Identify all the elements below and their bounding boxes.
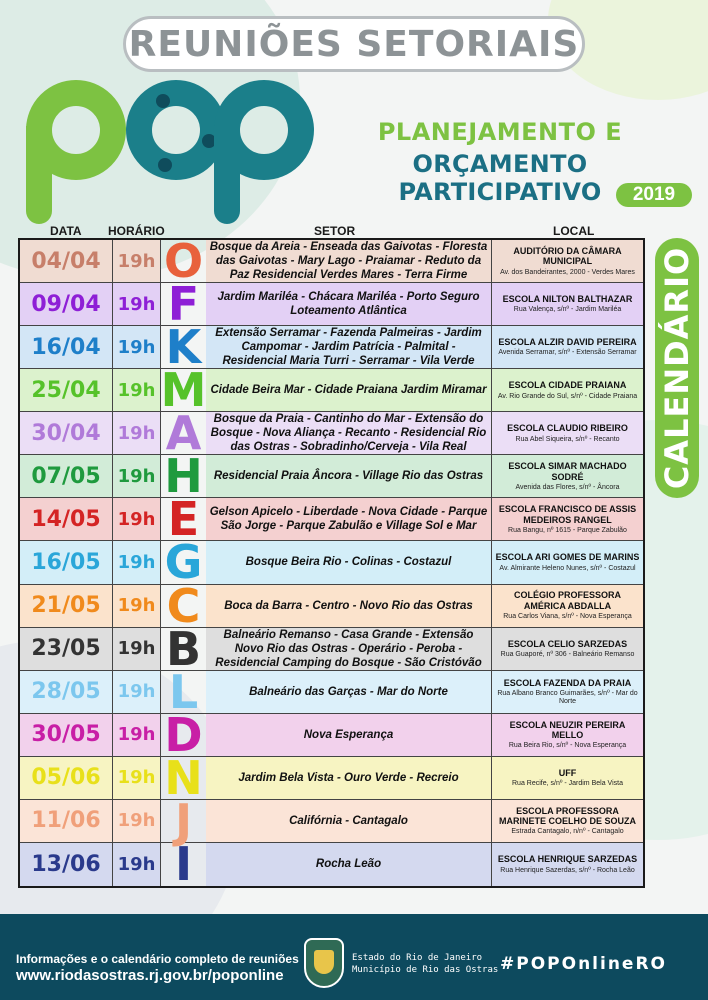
meeting-location bbox=[492, 843, 643, 886]
meeting-location bbox=[492, 326, 643, 368]
footer-info: Informações e o calendário completo de reuniões bbox=[16, 952, 299, 966]
meeting-time: 19h bbox=[113, 498, 161, 540]
meeting-location bbox=[492, 498, 643, 540]
table-row bbox=[20, 449, 643, 504]
meeting-time: 19h bbox=[113, 800, 161, 842]
sector-letter: A bbox=[165, 406, 202, 461]
sector-letter: K bbox=[165, 320, 202, 375]
table-row bbox=[20, 277, 643, 332]
meeting-date: 05/06 bbox=[20, 757, 113, 799]
year-badge: 2019 bbox=[616, 183, 692, 207]
meeting-location bbox=[492, 283, 643, 325]
location-address: Av. Rio Grande do Sul, s/nº - Cidade Praiana bbox=[497, 392, 638, 400]
location-name: ESCOLA NILTON BALTHAZAR bbox=[502, 294, 633, 305]
sector-letter: M bbox=[160, 363, 207, 418]
sector-neighborhoods: Rocha Leão bbox=[206, 843, 492, 886]
table-row bbox=[20, 406, 643, 461]
footer-hashtag: #POPOnlineRO bbox=[500, 954, 667, 974]
sector-neighborhoods: Califórnia - Cantagalo bbox=[206, 800, 492, 842]
meeting-time: 19h bbox=[113, 714, 161, 756]
meeting-time: 19h bbox=[113, 757, 161, 799]
meeting-time: 19h bbox=[113, 326, 161, 368]
sector-letter: B bbox=[165, 621, 202, 676]
meeting-date: 13/06 bbox=[20, 843, 113, 886]
sector-neighborhoods: Jardim Bela Vista - Ouro Verde - Recreio bbox=[206, 757, 492, 799]
location-address: Rua Carlos Viana, s/nº - Nova Esperança bbox=[503, 613, 632, 621]
meeting-time: 19h bbox=[113, 240, 161, 282]
footer-government bbox=[352, 952, 498, 976]
logo-dot bbox=[156, 94, 170, 108]
meeting-location bbox=[492, 671, 643, 713]
meeting-time: 19h bbox=[113, 671, 161, 713]
sector-neighborhoods: Bosque da Areia - Enseada das Gaivotas - Floresta das Gaivotas - Mary Lago - Praiamar - Reduto da Paz Residencial Verdes Mares - Terra Firme bbox=[206, 240, 492, 282]
table-row bbox=[20, 750, 643, 805]
logo-letter-p bbox=[214, 80, 314, 180]
banner-title: REUNIÕES SETORIAIS bbox=[128, 23, 580, 65]
meeting-location bbox=[492, 455, 643, 497]
logo-letter-o bbox=[126, 80, 226, 180]
sector-letter: D bbox=[164, 707, 203, 762]
sector-letter: F bbox=[167, 277, 200, 332]
column-header-time: HORÁRIO bbox=[108, 224, 165, 238]
meeting-location bbox=[492, 585, 643, 627]
location-name: ESCOLA NEUZIR PEREIRA MELLO bbox=[509, 719, 626, 740]
sector-letter: J bbox=[174, 793, 193, 848]
sector-letter: H bbox=[164, 449, 203, 504]
footer bbox=[0, 914, 708, 1000]
table-row bbox=[20, 363, 643, 418]
footer-city: Município de Rio das Ostras bbox=[352, 965, 499, 976]
location-address: Av. Almirante Heleno Nunes, s/nº - Costazul bbox=[499, 564, 636, 572]
location-name: ESCOLA ARI GOMES DE MARINS bbox=[495, 552, 640, 563]
location-address: Rua Albano Branco Guimarães, s/nº - Mar do Norte bbox=[497, 690, 638, 705]
table-row bbox=[20, 535, 643, 590]
pop-logo bbox=[18, 74, 308, 204]
banner-pill bbox=[123, 16, 585, 72]
program-title-line1: PLANEJAMENTO E bbox=[377, 118, 623, 146]
meeting-location bbox=[492, 757, 643, 799]
sector-letter: I bbox=[174, 837, 193, 892]
sector-neighborhoods: Balneário Remanso - Casa Grande - Extensão Novo Rio das Ostras - Operário - Peroba - Residencial Camping do Bosque - São Cristóvão bbox=[206, 628, 492, 670]
meeting-date: 28/05 bbox=[20, 671, 113, 713]
meeting-date: 30/05 bbox=[20, 714, 113, 756]
location-name: ESCOLA CLAUDIO RIBEIRO bbox=[507, 423, 628, 434]
meeting-date: 07/05 bbox=[20, 455, 113, 497]
meeting-location bbox=[492, 800, 643, 842]
location-name: ESCOLA SIMAR MACHADO SODRÉ bbox=[508, 461, 627, 482]
sector-neighborhoods: Balneário das Garças - Mar do Norte bbox=[206, 671, 492, 713]
meeting-time: 19h bbox=[113, 369, 161, 411]
sector-neighborhoods: Bosque da Praia - Cantinho do Mar - Extensão do Bosque - Nova Aliança - Recanto - Residencial Rio das Ostras - Sobradinho/Cerveja - Vila Real bbox=[206, 412, 492, 454]
location-name: ESCOLA ALZIR DAVID PEREIRA bbox=[498, 337, 637, 348]
location-address: Rua Valença, s/nº - Jardim Mariléa bbox=[513, 306, 622, 314]
location-name: ESCOLA CELIO SARZEDAS bbox=[507, 638, 628, 649]
sector-letter: N bbox=[164, 750, 203, 805]
location-address: Rua Henrique Sazerdas, s/nº - Rocha Leão bbox=[500, 866, 635, 874]
logo-letter-p bbox=[26, 80, 126, 180]
location-address: Avenida das Flores, s/nº - Âncora bbox=[515, 483, 620, 491]
column-header-local: LOCAL bbox=[553, 224, 595, 238]
meeting-date: 21/05 bbox=[20, 585, 113, 627]
meeting-time: 19h bbox=[113, 412, 161, 454]
meeting-location bbox=[492, 628, 643, 670]
table-row bbox=[20, 234, 643, 289]
location-address: Rua Recife, s/nº - Jardim Bela Vista bbox=[512, 780, 623, 788]
meeting-location bbox=[492, 369, 643, 411]
sector-letter: O bbox=[163, 234, 204, 289]
footer-state: Estado do Rio de Janeiro bbox=[352, 953, 483, 963]
table-row bbox=[20, 320, 643, 375]
meeting-location bbox=[492, 240, 643, 282]
location-address: Av. dos Bandeirantes, 2000 - Verdes Mares bbox=[500, 268, 635, 276]
meetings-table bbox=[18, 234, 645, 892]
meeting-date: 04/04 bbox=[20, 240, 113, 282]
location-name: ESCOLA FAZENDA DA PRAIA bbox=[503, 677, 632, 688]
location-address: Avenida Serramar, s/nº - Extensão Serramar bbox=[498, 349, 637, 357]
meeting-date: 14/05 bbox=[20, 498, 113, 540]
table-row bbox=[20, 664, 643, 719]
sector-neighborhoods: Residencial Praia Âncora - Village Rio das Ostras bbox=[206, 455, 492, 497]
calendar-side-label: CALENDÁRIO bbox=[658, 246, 697, 490]
meeting-time: 19h bbox=[113, 843, 161, 886]
meeting-date: 11/06 bbox=[20, 800, 113, 842]
table-row bbox=[20, 707, 643, 762]
meeting-time: 19h bbox=[113, 541, 161, 583]
sector-letter: C bbox=[166, 578, 201, 633]
sector-neighborhoods: Gelson Apicelo - Liberdade - Nova Cidade - Parque São Jorge - Parque Zabulão e Village Sol e Mar bbox=[206, 498, 492, 540]
sector-neighborhoods: Bosque Beira Rio - Colinas - Costazul bbox=[206, 541, 492, 583]
meeting-date: 30/04 bbox=[20, 412, 113, 454]
sector-neighborhoods: Extensão Serramar - Fazenda Palmeiras - Jardim Campomar - Jardim Patrícia - Palmital - Residencial Maria Turri - Serramar - Vila Verde bbox=[206, 326, 492, 368]
location-address: Rua Guaporé, nº 306 - Balneário Remanso bbox=[500, 650, 635, 658]
sector-letter: G bbox=[164, 535, 203, 590]
sector-neighborhoods: Jardim Mariléa - Chácara Mariléa - Porto Seguro Loteamento Atlântica bbox=[206, 283, 492, 325]
meeting-date: 23/05 bbox=[20, 628, 113, 670]
table-row bbox=[20, 492, 643, 547]
sector-neighborhoods: Nova Esperança bbox=[206, 714, 492, 756]
sector-letter: L bbox=[168, 664, 199, 719]
location-name: ESCOLA CIDADE PRAIANA bbox=[508, 380, 627, 391]
meeting-location bbox=[492, 714, 643, 756]
table-row bbox=[20, 837, 643, 892]
footer-website-link[interactable]: www.riodasostras.rj.gov.br/poponline bbox=[16, 967, 284, 984]
program-title-line2: ORÇAMENTO PARTICIPATIVO bbox=[398, 150, 602, 206]
meeting-location bbox=[492, 541, 643, 583]
sector-neighborhoods: Boca da Barra - Centro - Novo Rio das Ostras bbox=[206, 585, 492, 627]
location-name: ESCOLA FRANCISCO DE ASSIS MEDEIROS RANGEL bbox=[498, 504, 637, 525]
meeting-date: 16/05 bbox=[20, 541, 113, 583]
location-name: COLÉGIO PROFESSORA AMÉRICA ABDALLA bbox=[513, 590, 621, 611]
meeting-date: 09/04 bbox=[20, 283, 113, 325]
location-name: ESCOLA HENRIQUE SARZEDAS bbox=[497, 854, 638, 865]
table-row bbox=[20, 793, 643, 848]
sector-letter: E bbox=[167, 492, 200, 547]
meeting-time: 19h bbox=[113, 585, 161, 627]
location-address: Estrada Cantagalo, n/nº - Cantagalo bbox=[511, 828, 624, 836]
location-address: Rua Abel Siqueira, s/nº - Recanto bbox=[515, 435, 620, 443]
location-name: ESCOLA PROFESSORA MARINETE COELHO DE SOUZA bbox=[498, 805, 636, 827]
location-name: UFF bbox=[558, 767, 577, 778]
table-row bbox=[20, 578, 643, 633]
logo-dot bbox=[158, 158, 172, 172]
meeting-time: 19h bbox=[113, 628, 161, 670]
meeting-date: 25/04 bbox=[20, 369, 113, 411]
column-header-sector: SETOR bbox=[314, 224, 356, 238]
location-name: AUDITÓRIO DA CÂMARA MUNICIPAL bbox=[513, 245, 622, 267]
meeting-location bbox=[492, 412, 643, 454]
meeting-time: 19h bbox=[113, 283, 161, 325]
calendar-side-tab bbox=[655, 238, 699, 498]
location-address: Rua Beira Rio, s/nº - Nova Esperança bbox=[508, 742, 627, 750]
city-crest-icon bbox=[304, 938, 344, 988]
meeting-time: 19h bbox=[113, 455, 161, 497]
table-row bbox=[20, 621, 643, 676]
location-address: Rua Bangu, nº 1615 - Parque Zabulão bbox=[508, 526, 627, 534]
sector-neighborhoods: Cidade Beira Mar - Cidade Praiana Jardim Miramar bbox=[206, 369, 492, 411]
column-header-date: DATA bbox=[50, 224, 82, 238]
meeting-date: 16/04 bbox=[20, 326, 113, 368]
